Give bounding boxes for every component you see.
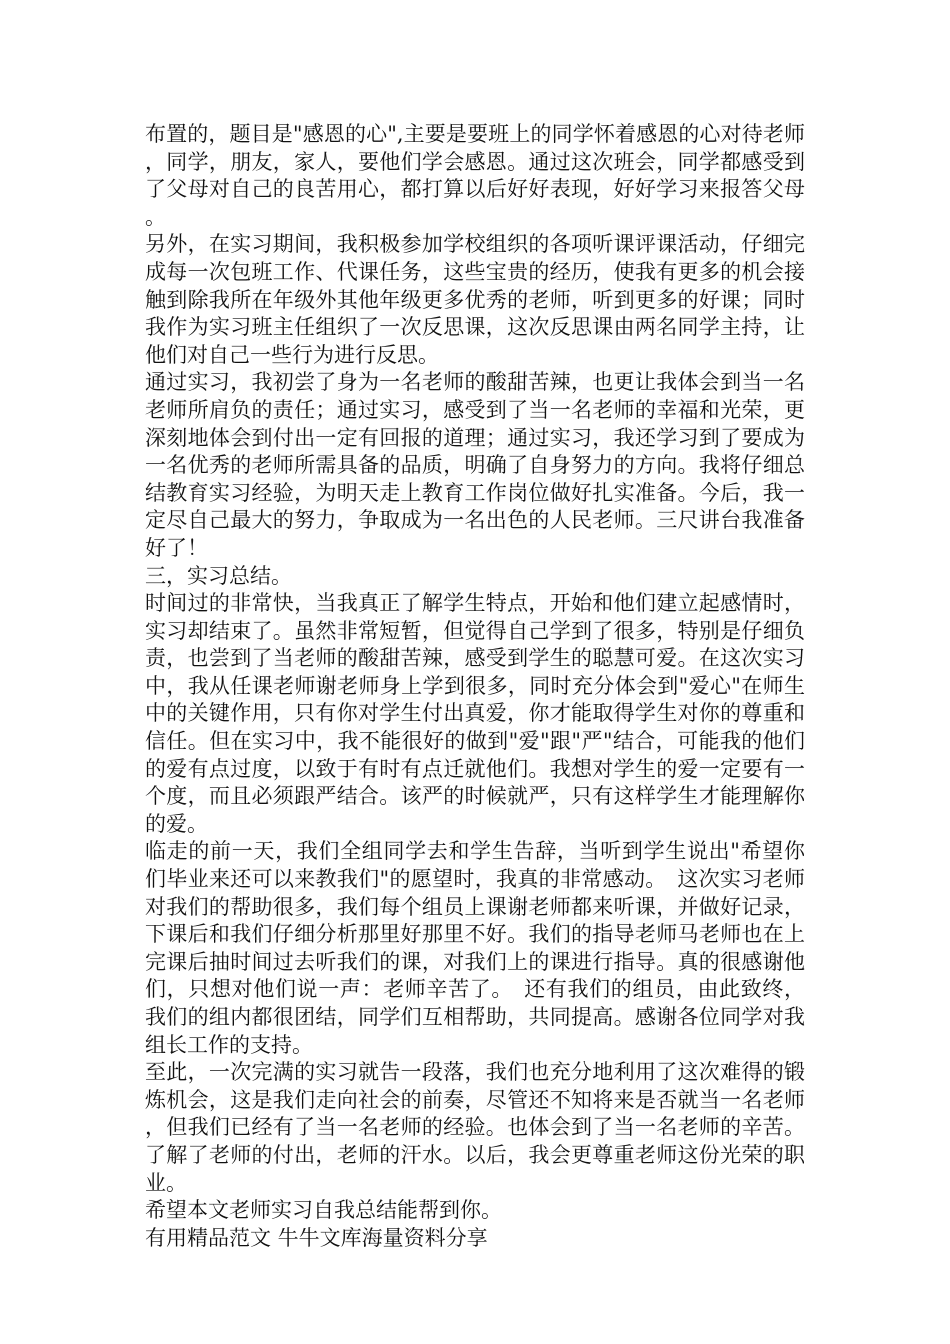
paragraph-internship-experience: 通过实习，我初尝了身为一名老师的酸甜苦辣，也更让我体会到当一名老师所肩负的责任；通过实习，感受到了当一名老师的幸福和光荣，更深刻地体会到付出一定有回报的道理；通过实习，我还学习到了要成为一名优秀的老师所需具备的品质，明确了自身努力的方向。我将仔细总结教育实习经验，为明天走上教育工作岗位做好扎实准备。今后，我一定尽自己最大的努力，争取成为一名出色的人民老师。三尺讲台我准备好了！ xyxy=(145,370,805,560)
paragraph-teaching-activities: 另外，在实习期间，我积极参加学校组织的各项听课评课活动，仔细完成每一次包班工作、代课任务，这些宝贵的经历，使我有更多的机会接触到除我所在年级外其他年级更多优秀的老师，听到更多的好课；同时我作为实习班主任组织了一次反思课，这次反思课由两名同学主持，让他们对自己一些行为进行反思。 xyxy=(145,232,805,367)
paragraph-time-flies: 时间过的非常快，当我真正了解学生特点，开始和他们建立起感情时，实习却结束了。虽然非常短暂，但觉得自己学到了很多，特别是仔细负责，也尝到了当老师的酸甜苦辣，感受到学生的聪慧可爱。在这次实习中，我从任课老师谢老师身上学到很多，同时充分体会到"爱心"在师生中的关键作用，只有你对学生付出真爱，你才能取得学生对你的尊重和信任。但在实习中，我不能很好的做到"爱"跟"严"结合，可能我的他们的爱有点过度，以致于有时有点迁就他们。我想对学生的爱一定要有一个度，而且必须跟严结合。该严的时候就严，只有这样学生才能理解你的爱。 xyxy=(145,591,805,836)
paragraph-closing-wish: 希望本文老师实习自我总结能帮到你。 xyxy=(145,1198,502,1223)
paragraph-conclusion: 至此，一次完满的实习就告一段落，我们也充分地利用了这次难得的锻炼机会，这是我们走向社会的前奏，尽管还不知将来是否就当一名老师，但我们已经有了当一名老师的经验。也体会到了当一名老师的辛苦。了解了老师的付出，老师的汗水。以后，我会更尊重老师这份光荣的职业。 xyxy=(145,1060,805,1195)
document-body xyxy=(145,121,805,1252)
footer-source-note: 有用精品范文 牛牛文库海量资料分享 xyxy=(145,1225,488,1250)
section-heading-summary: 三，实习总结。 xyxy=(145,563,292,588)
paragraph-class-meeting: 布置的，题目是"感恩的心",主要是要班上的同学怀着感恩的心对待老师，同学，朋友，家人，要他们学会感恩。通过这次班会，同学都感受到了父母对自己的良苦用心，都打算以后好好表现，好好学习来报答父母。 xyxy=(145,122,805,229)
paragraph-farewell: 临走的前一天，我们全组同学去和学生告辞，当听到学生说出"希望你们毕业来还可以来教我们"的愿望时，我真的非常感动。 这次实习老师对我们的帮助很多，我们每个组员上课谢老师都来听课，并做好记录，下课后和我们仔细分析那里好那里不好。我们的指导老师马老师也在上完课后抽时间过去听我们的课，对我们上的课进行指导。真的很感谢他们，只想对他们说一声：老师辛苦了。 还有我们的组员，由此致终，我们的组内都很团结，同学们互相帮助，共同提高。感谢各位同学对我组长工作的支持。 xyxy=(145,839,805,1057)
